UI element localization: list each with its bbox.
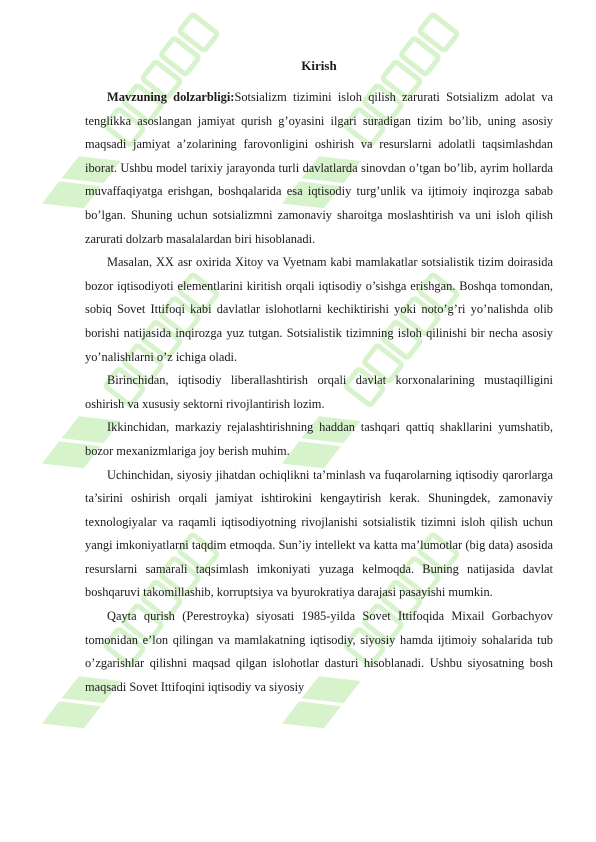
document-page [85,58,553,699]
paragraph-5: Qayta qurish (Perestroyka) siyosati 1985-yilda Sovet Ittifoqida Mixail Gorbachyov tomonidan e’lon qilingan va mamlakatning iqtisodiy, siyosiy hamda ijtimoiy sohalarida tub o’zgarishlar qilishni maqsad qilgan islohotlar dasturi hisoblanadi. Ushbu siyosatning bosh maqsadi Sovet Ittifoqini iqtisodiy va siyosiy [85,609,553,694]
paragraph-1: Masalan, XX asr oxirida Xitoy va Vyetnam kabi mamlakatlar sotsialistik tizim doirasida bozor iqtisodiyoti elementlarini kiritish orqali iqtisodiy o’sishga erishgan. Boshqa tomondan, sobiq Sovet Ittifoqi kabi davlatlar islohotlarni kechiktirishi yoki noto’g’ri yo’nalishda olib borishi natijasida inqirozga yuz tutgan. Sotsialistik tizimning isloh qilinishi bir necha asosiy yo’nalishlarni o’z ichiga oladi. [85,255,553,364]
intro-text: Sotsializm tizimini isloh qilish zarurati Sotsializm adolat va tenglikka asoslangan jamiyat qurish g’oyasini ilgari suradigan tizim bo’lib, uning asosiy maqsadi jamiyat a’zolarining farovonligini oshirish va resurslarni adolatli taqsimlashdan iborat. Ushbu model tarixiy jarayonda turli davlatlarda sinovdan o’tgan bo’lib, ayrim hollarda muvaffaqiyatga erishgan, boshqalarida esa iqtisodiy turg’unlik va ijtimoiy inqirozga sabab bo’lgan. Shuning uchun sotsializmni zamonaviy sharoitga moslashtirish va uni isloh qilish zarurati dolzarb masalalardan biri hisoblanadi. [85,90,553,246]
intro-paragraph [85,86,553,251]
paragraph-3: Ikkinchidan, markaziy rejalashtirishning haddan tashqari qattiq shakllarini yumshatib, bozor mexanizmlariga joy berish muhim. [85,420,553,458]
paragraph-2: Birinchidan, iqtisodiy liberallashtirish orqali davlat korxonalarining mustaqilligini oshirish va xususiy sektorni rivojlantirish lozim. [85,373,553,411]
page-title: Kirish [301,58,337,73]
paragraph-4: Uchinchidan, siyosiy jihatdan ochiqlikni ta’minlash va fuqarolarning iqtisodiy qarorlarga ta’sirini oshirish orqali jamiyat ishtirokini kengaytirish kerak. Shuningdek, zamonaviy texnologiyalar va raqamli iqtisodiyotning rivojlanishi sotsialistik tizimni isloh qilish uchun yangi imkoniyatlarni taqdim etmoqda. Sun’iy intellekt va katta ma’lumotlar (big data) asosida resurslarni samarali taqsimlash imkoniyati yuzaga kelmoqda. Buning natijasida davlat boshqaruvi takomillashib, korruptsiya va byurokratiya darajasi pasayishi mumkin. [85,467,553,600]
intro-lead: Mavzuning dolzarbligi: [107,90,235,104]
